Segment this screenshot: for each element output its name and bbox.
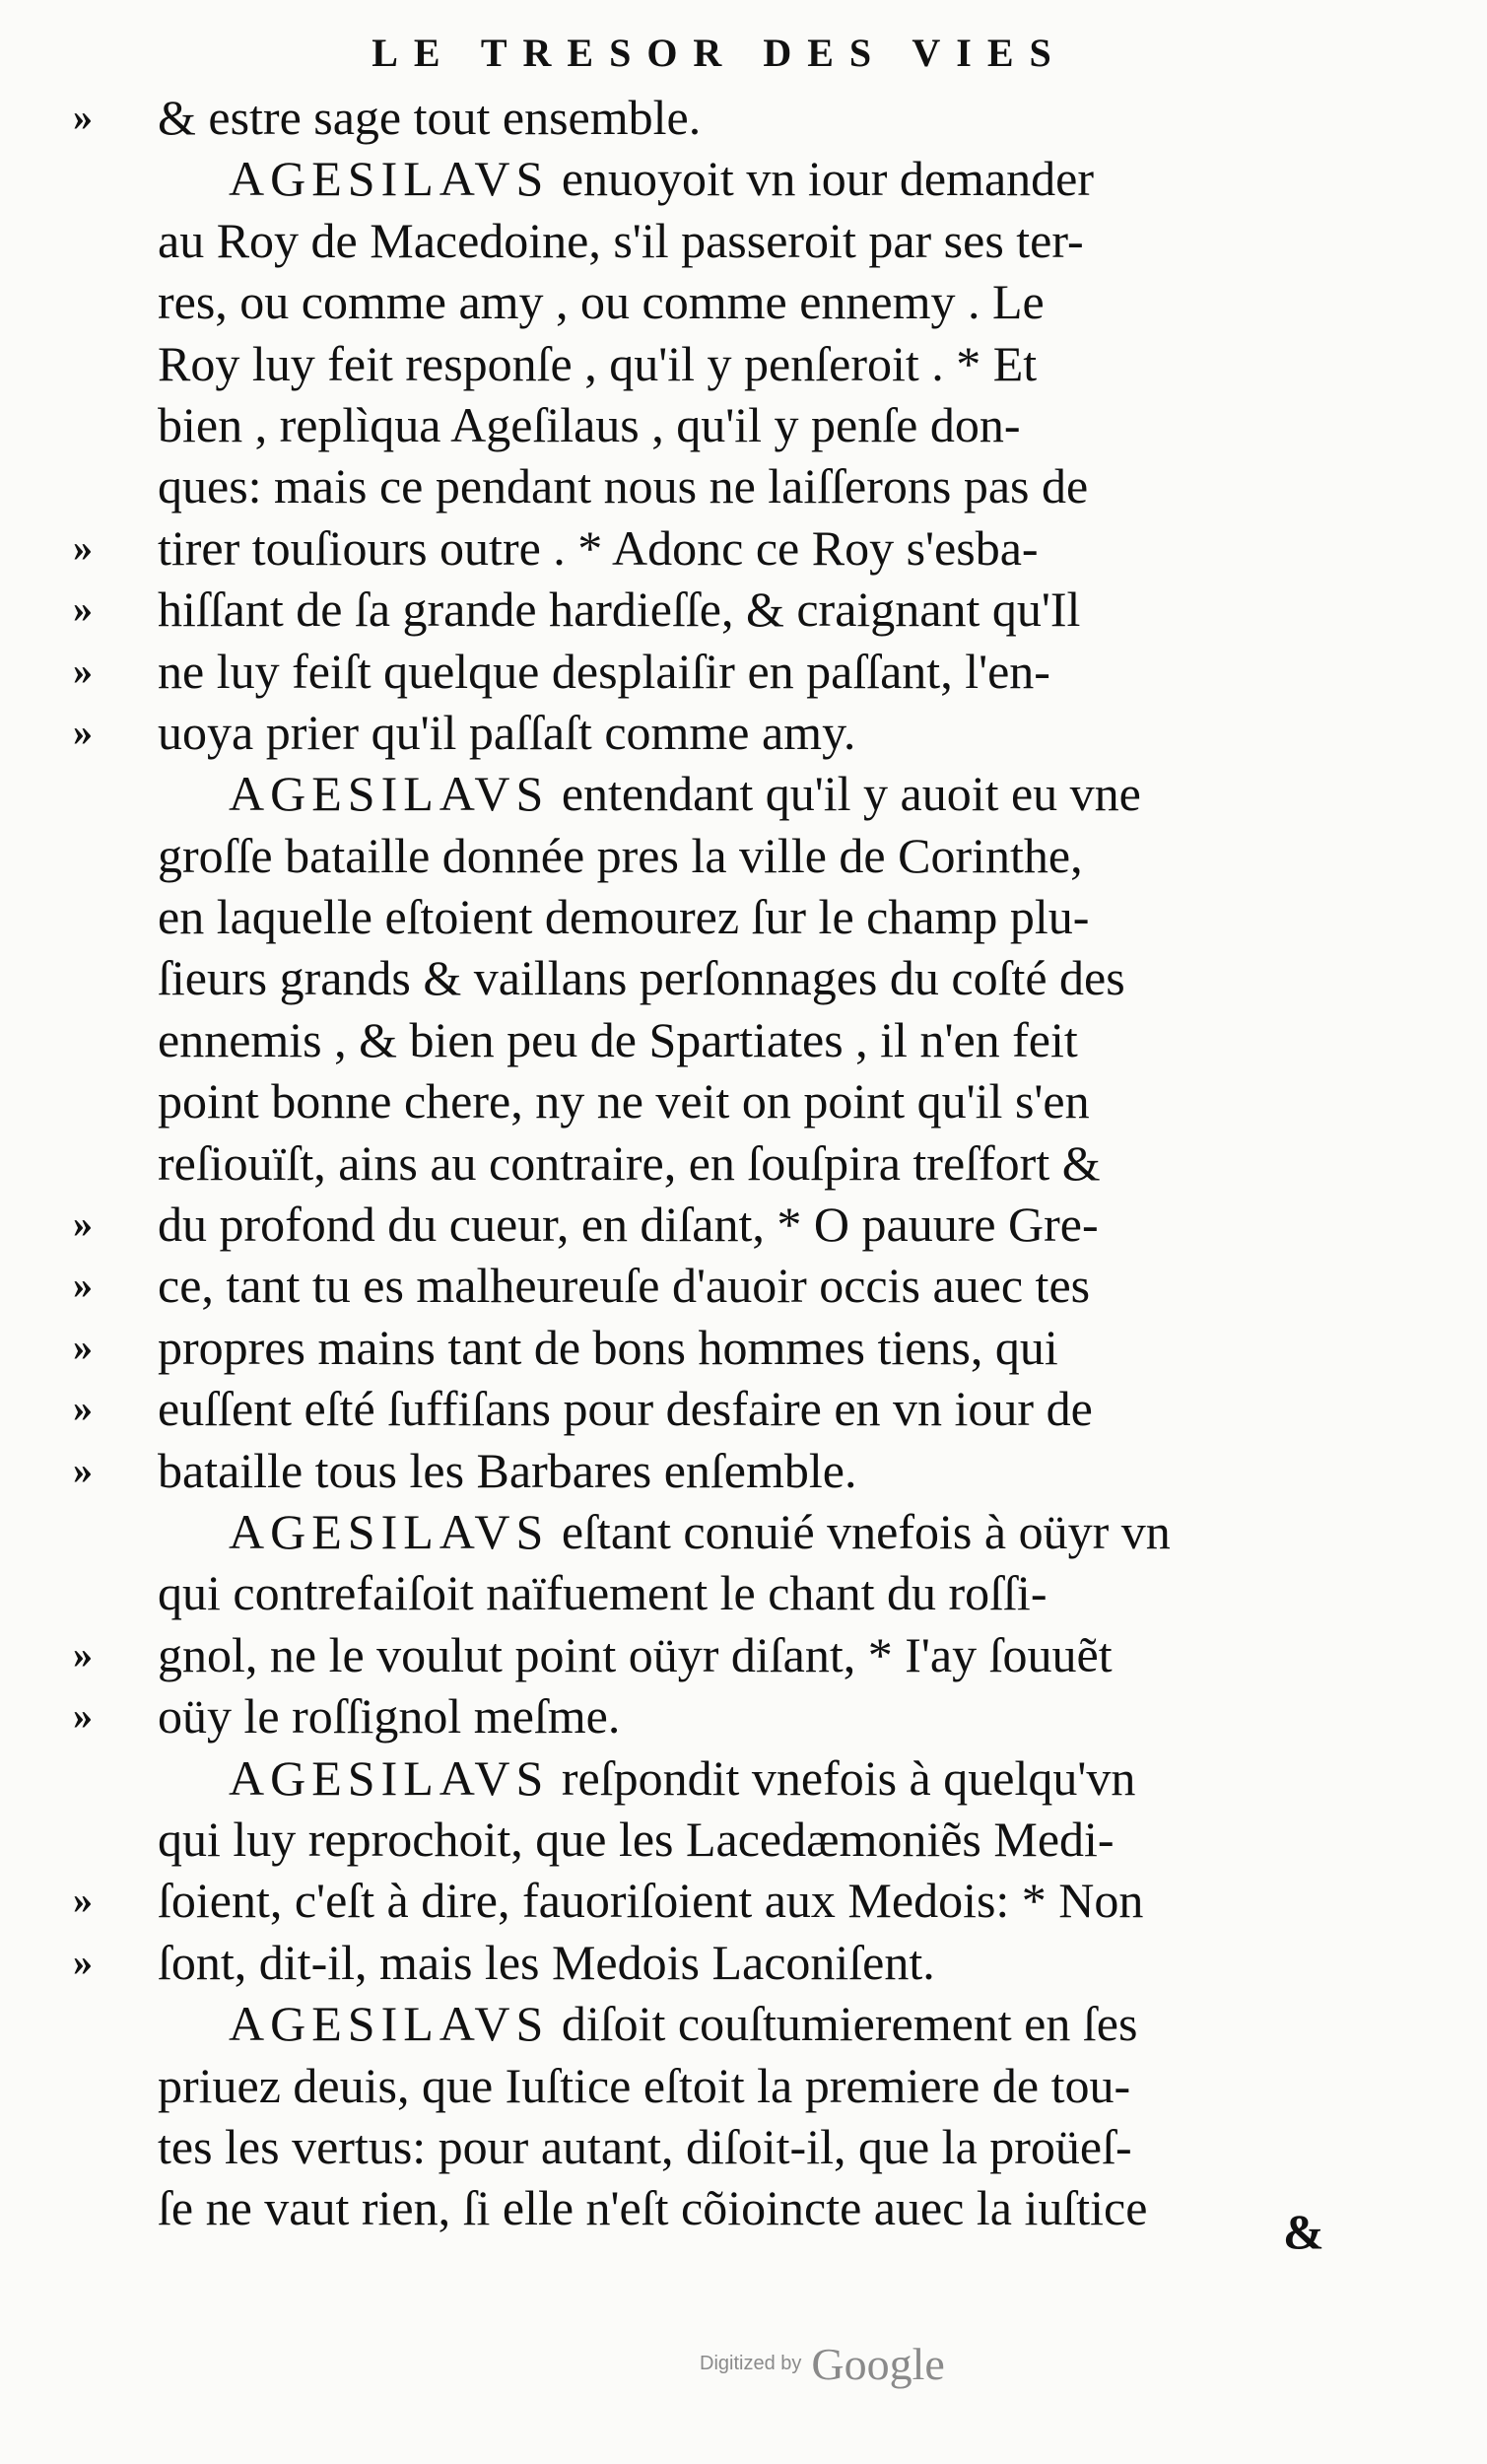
- text-line: [0, 1255, 1487, 1316]
- text-line: [0, 455, 1487, 516]
- digitized-label: Digitized by: [700, 2353, 802, 2374]
- line-body: ce, tant tu es malheureuſe d'auoir occis auec tes: [158, 1258, 1091, 1314]
- line-body: oüy le roſſignol meſme.: [158, 1688, 621, 1745]
- quotation-marker: »: [73, 1939, 91, 1984]
- line-text: [158, 1070, 1090, 1131]
- running-title: LE TRESOR DES VIES: [372, 31, 1067, 75]
- text-line: [0, 1378, 1487, 1439]
- text-line: [0, 1501, 1487, 1562]
- line-body: au Roy de Macedoine, s'il passeroit par ses ter-: [158, 212, 1084, 268]
- speaker-name: AGESILAVS: [229, 766, 550, 822]
- quotation-marker: »: [73, 1447, 91, 1492]
- quotation-marker: »: [73, 1324, 91, 1369]
- line-body: eſtant conuié vnefois à oüyr vn: [549, 1503, 1171, 1559]
- line-text: [158, 1378, 1093, 1439]
- quotation-marker: »: [73, 1693, 91, 1739]
- line-body: du profond du cueur, en diſant, * O pauure Gre-: [158, 1197, 1099, 1253]
- line-body: ſoient, c'eſt à dire, fauoriſoient aux Medois: * Non: [158, 1873, 1144, 1929]
- line-text: [158, 2177, 1147, 2238]
- text-line: [0, 1562, 1487, 1623]
- text-line: [0, 87, 1487, 148]
- text-line: [0, 210, 1487, 271]
- line-text: [158, 1009, 1078, 1070]
- text-line: [0, 1870, 1487, 1931]
- line-text: [158, 1255, 1090, 1316]
- line-body: en laquelle eſtoient demourez ſur le champ plu-: [158, 889, 1090, 945]
- text-line: [0, 1194, 1487, 1255]
- text-line: [0, 2055, 1487, 2116]
- text-line: [0, 1317, 1487, 1378]
- quotation-marker: »: [73, 1878, 91, 1923]
- line-text: [158, 87, 701, 148]
- line-text: [229, 148, 1094, 209]
- line-text: [158, 641, 1050, 702]
- line-text: [158, 394, 1021, 455]
- text-line: [0, 641, 1487, 702]
- quotation-marker: »: [73, 1263, 91, 1308]
- line-body: propres mains tant de bons hommes tiens, qui: [158, 1319, 1058, 1375]
- digitized-watermark: [700, 2338, 1015, 2397]
- speaker-name: AGESILAVS: [229, 1749, 550, 1806]
- line-body: entendant qu'il y auoit eu vne: [549, 766, 1141, 822]
- quotation-marker: »: [73, 586, 91, 632]
- text-line: [0, 886, 1487, 947]
- line-text: [229, 763, 1141, 824]
- line-body: Roy luy feit responſe , qu'il y penſeroit . * Et: [158, 335, 1038, 391]
- line-body: reſpondit vnefois à quelqu'vn: [549, 1749, 1136, 1806]
- text-line: [0, 1132, 1487, 1194]
- text-line: [0, 1685, 1487, 1746]
- speaker-name: AGESILAVS: [229, 151, 550, 207]
- text-line: [0, 2177, 1487, 2238]
- line-text: [158, 947, 1125, 1008]
- line-text: [158, 1317, 1058, 1378]
- line-body: bien , replìqua Ageſilaus , qu'il y penſe don-: [158, 396, 1021, 452]
- google-logo: Google: [811, 2339, 945, 2389]
- line-text: [158, 1194, 1099, 1255]
- line-text: [158, 886, 1089, 947]
- text-line: [0, 1624, 1487, 1685]
- speaker-name: AGESILAVS: [229, 1503, 550, 1559]
- text-line: [0, 702, 1487, 763]
- line-body: diſoit couſtumierement en ſes: [549, 1996, 1138, 2052]
- quotation-marker: »: [73, 648, 91, 693]
- text-line: [0, 394, 1487, 455]
- line-text: [229, 1747, 1135, 1809]
- line-body: uoya prier qu'il paſſaſt comme amy.: [158, 704, 856, 760]
- text-line: [0, 333, 1487, 394]
- line-body: qui contrefaiſoit naïfuement le chant du roſſi-: [158, 1565, 1048, 1621]
- line-text: [158, 2116, 1132, 2177]
- line-body: hiſſant de ſa grande hardieſſe, & craignant qu'Il: [158, 582, 1081, 638]
- line-body: ſont, dit-il, mais les Medois Laconiſent.: [158, 1934, 935, 1990]
- text-block: [0, 87, 1487, 2239]
- line-text: [158, 333, 1037, 394]
- line-body: priuez deuis, que Iuſtice eſtoit la premiere de tou-: [158, 2057, 1131, 2113]
- quotation-marker: »: [73, 524, 91, 570]
- line-text: [158, 579, 1080, 640]
- line-text: [158, 1132, 1101, 1194]
- line-body: & estre sage tout ensemble.: [158, 90, 702, 145]
- text-line: [0, 947, 1487, 1008]
- text-line: [0, 763, 1487, 824]
- text-line: [0, 1009, 1487, 1070]
- text-line: [0, 1993, 1487, 2054]
- line-text: [158, 825, 1083, 886]
- text-line: [0, 1070, 1487, 1131]
- line-body: ennemis , & bien peu de Spartiates , il n'en feit: [158, 1011, 1078, 1067]
- line-text: [158, 210, 1084, 271]
- line-body: res, ou comme amy , ou comme ennemy . Le: [158, 274, 1045, 330]
- quotation-marker: »: [73, 709, 91, 754]
- line-text: [158, 455, 1088, 516]
- quotation-marker: »: [73, 1386, 91, 1431]
- line-body: tirer touſiours outre . * Adonc ce Roy s'esba-: [158, 519, 1039, 576]
- line-body: reſiouïſt, ains au contraire, en ſouſpira treſfort &: [158, 1134, 1101, 1191]
- text-line: [0, 1440, 1487, 1501]
- line-text: [158, 517, 1039, 579]
- text-line: [0, 517, 1487, 579]
- text-line: [0, 271, 1487, 332]
- line-body: ſe ne vaut rien, ſi elle n'eſt cõioincte auec la iuſtice: [158, 2180, 1148, 2236]
- line-body: ques: mais ce pendant nous ne laiſſerons pas de: [158, 458, 1089, 514]
- line-body: qui luy reprochoit, que les Lacedæmoniẽs Medi-: [158, 1811, 1115, 1867]
- quotation-marker: »: [73, 1631, 91, 1677]
- text-line: [0, 148, 1487, 209]
- line-text: [158, 1932, 935, 1993]
- line-body: bataille tous les Barbares enſemble.: [158, 1442, 857, 1498]
- line-body: point bonne chere, ny ne veit on point qu'il s'en: [158, 1073, 1090, 1129]
- line-body: gnol, ne le voulut point oüyr diſant, * I'ay ſouuẽt: [158, 1626, 1113, 1682]
- line-body: euſſent eſté ſuffiſans pour desfaire en vn iour de: [158, 1381, 1093, 1437]
- text-line: [0, 825, 1487, 886]
- line-text: [158, 1624, 1113, 1685]
- text-line: [0, 1747, 1487, 1809]
- line-text: [158, 271, 1045, 332]
- text-line: [0, 2116, 1487, 2177]
- line-body: enuoyoit vn iour demander: [549, 151, 1094, 207]
- text-line: [0, 579, 1487, 640]
- line-body: ſieurs grands & vaillans perſonnages du coſté des: [158, 950, 1125, 1006]
- line-text: [158, 1870, 1143, 1931]
- quotation-marker: »: [73, 1201, 91, 1247]
- text-line: [0, 1809, 1487, 1870]
- line-body: groſſe bataille donnée pres la ville de Corinthe,: [158, 827, 1083, 883]
- line-text: [158, 702, 855, 763]
- line-text: [229, 1993, 1137, 2054]
- catchword: &: [1283, 2204, 1324, 2259]
- line-body: tes les vertus: pour autant, diſoit-il, que la proüeſ-: [158, 2118, 1132, 2174]
- line-text: [229, 1501, 1171, 1562]
- line-text: [158, 1809, 1115, 1870]
- line-text: [158, 1562, 1047, 1623]
- quotation-marker: »: [73, 95, 91, 139]
- text-line: [0, 1932, 1487, 1993]
- speaker-name: AGESILAVS: [229, 1996, 550, 2052]
- line-body: ne luy feiſt quelque desplaiſir en paſſant, l'en-: [158, 643, 1050, 699]
- line-text: [158, 1440, 856, 1501]
- line-text: [158, 2055, 1130, 2116]
- line-text: [158, 1685, 620, 1746]
